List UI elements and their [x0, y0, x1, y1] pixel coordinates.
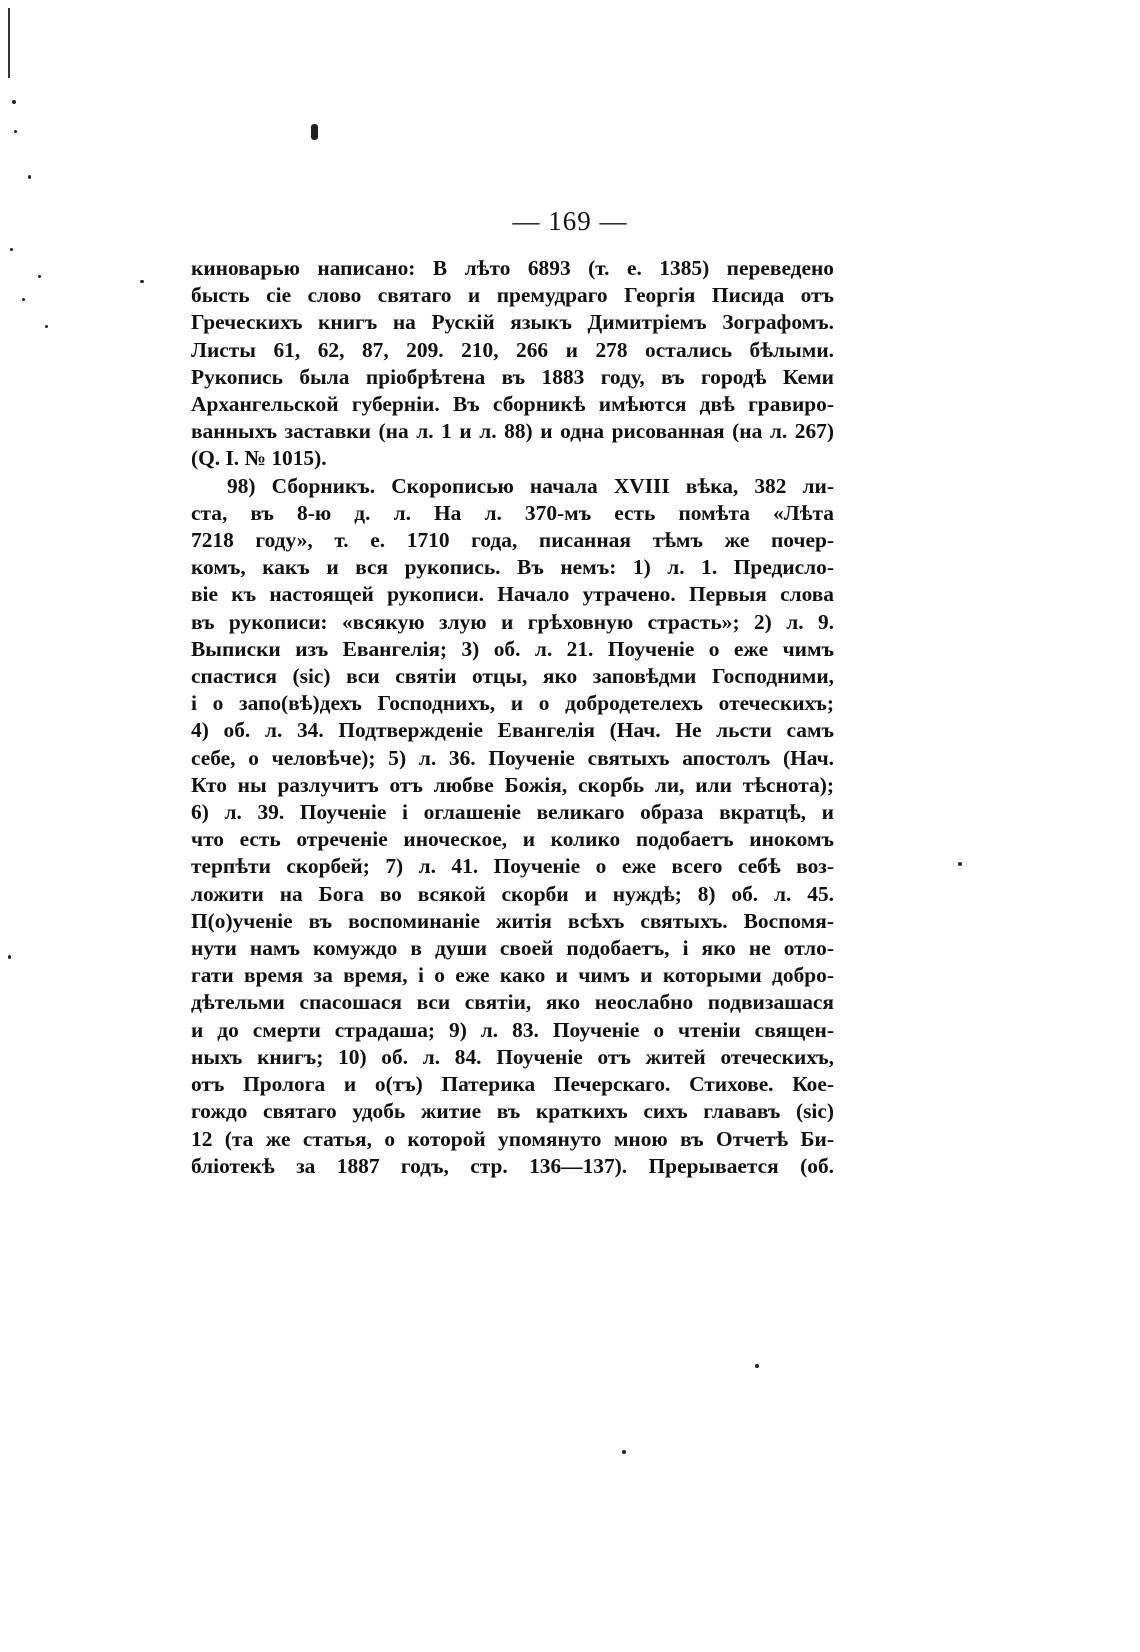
text-line: бысть сіе слово святаго и премудраго Георгія Писида отъ	[191, 283, 834, 308]
text-line: 6) л. 39. Поученіе і оглашеніе великаго образа вкратцѣ, и	[191, 800, 834, 825]
text-line: нути намъ комуждо в души своей подобаетъ, і яко не отло-	[191, 936, 834, 961]
text-line: спастися (sic) вси святіи отцы, яко заповѣдми Господними,	[191, 664, 834, 689]
text-line: віе къ настоящей рукописи. Начало утрачено. Первыя слова	[191, 582, 834, 607]
text-line: Листы 61, 62, 87, 209. 210, 266 и 278 остались бѣлыми.	[191, 337, 834, 362]
text-line: 4) об. л. 34. Подтвержденіе Евангелія (Нач. Не льсти самъ	[191, 718, 834, 743]
left-margin-rule	[8, 8, 10, 78]
ink-speck	[622, 1450, 626, 1454]
page-number: — 169 —	[512, 206, 628, 236]
ink-speck	[28, 175, 31, 179]
text-line: Рукопись была пріобрѣтена въ 1883 году, въ городѣ Кеми	[191, 364, 834, 389]
text-line: 7218 году», т. е. 1710 года, писанная тѣмъ же почер-	[191, 528, 834, 553]
text-line: гождо святаго удобь житие въ краткихъ сихъ глававъ (sic)	[191, 1099, 834, 1124]
ink-speck	[12, 100, 16, 104]
ink-speck	[38, 275, 41, 278]
ink-speck	[22, 298, 25, 301]
text-line: въ рукописи: «всякую злую и грѣховную страсть»; 2) л. 9.	[191, 609, 834, 634]
text-line: ныхъ книгъ; 10) об. л. 84. Поученіе отъ житей отеческихъ,	[191, 1044, 834, 1069]
ink-speck	[311, 124, 318, 140]
text-line: что есть отреченіе иноческое, и колико подобаетъ инокомъ	[191, 827, 834, 852]
text-line: ложити на Бога во всякой скорби и нуждѣ; 8) об. л. 45.	[191, 881, 834, 906]
text-line: комъ, какъ и вся рукопись. Въ немъ: 1) л. 1. Предисло-	[191, 555, 834, 580]
text-line: Кто ны разлучитъ отъ любве Божія, скорбь ли, или тѣснота);	[191, 772, 834, 797]
text-line: і о запо(вѣ)дехъ Господнихъ, и о добродетелехъ отеческихъ;	[191, 691, 834, 716]
text-line: 12 (та же статья, о которой упомянуто мною въ Отчетѣ Би-	[191, 1126, 834, 1151]
ink-speck	[10, 248, 13, 251]
text-line: гати время за время, і о еже како и чимъ и которыми добро-	[191, 963, 834, 988]
ink-speck	[755, 1364, 759, 1368]
ink-speck	[8, 955, 11, 959]
text-line: П(о)ученіе въ воспоминаніе житія всѣхъ святыхъ. Воспомя-	[191, 908, 834, 933]
text-line: ста, въ 8-ю д. л. На л. 370-мъ есть помѣта «Лѣта	[191, 500, 834, 525]
text-line: Выписки изъ Евангелія; 3) об. л. 21. Поученіе о еже чимъ	[191, 636, 834, 661]
text-line: отъ Пролога и о(тъ) Патерика Печерскаго. Стихове. Кое-	[191, 1072, 834, 1097]
text-line: Архангельской губерніи. Въ сборникѣ имѣются двѣ гравиро-	[191, 392, 834, 417]
text-line: (Q. I. № 1015).	[191, 446, 327, 471]
ink-speck	[45, 325, 48, 328]
ink-speck	[140, 280, 144, 283]
text-line: дѣтельми спасошася вси святіи, яко неослабно подвизашася	[191, 990, 834, 1015]
text-line: бліотекѣ за 1887 годъ, стр. 136—137). Прерывается (об.	[191, 1153, 834, 1178]
text-line: ванныхъ заставки (на л. 1 и л. 88) и одна рисованная (на л. 267)	[191, 419, 834, 444]
ink-speck	[958, 862, 962, 866]
text-line: 98) Сборникъ. Скорописью начала XVIII вѣка, 382 ли-	[227, 473, 834, 498]
text-line: и до смерти страдаша; 9) л. 83. Поученіе о чтеніи священ-	[191, 1017, 834, 1042]
text-line: себе, о человѣче); 5) л. 36. Поученіе святыхъ апостолъ (Нач.	[191, 745, 834, 770]
text-line: киноварью написано: В лѣто 6893 (т. е. 1385) переведено	[191, 256, 834, 280]
text-line: Греческихъ книгъ на Рускій языкъ Димитріемъ Зографомъ.	[191, 310, 834, 335]
text-line: терпѣти скорбей; 7) л. 41. Поученіе о еже всего себѣ воз-	[191, 854, 834, 879]
body-text	[191, 255, 834, 1180]
ink-speck	[14, 130, 17, 133]
